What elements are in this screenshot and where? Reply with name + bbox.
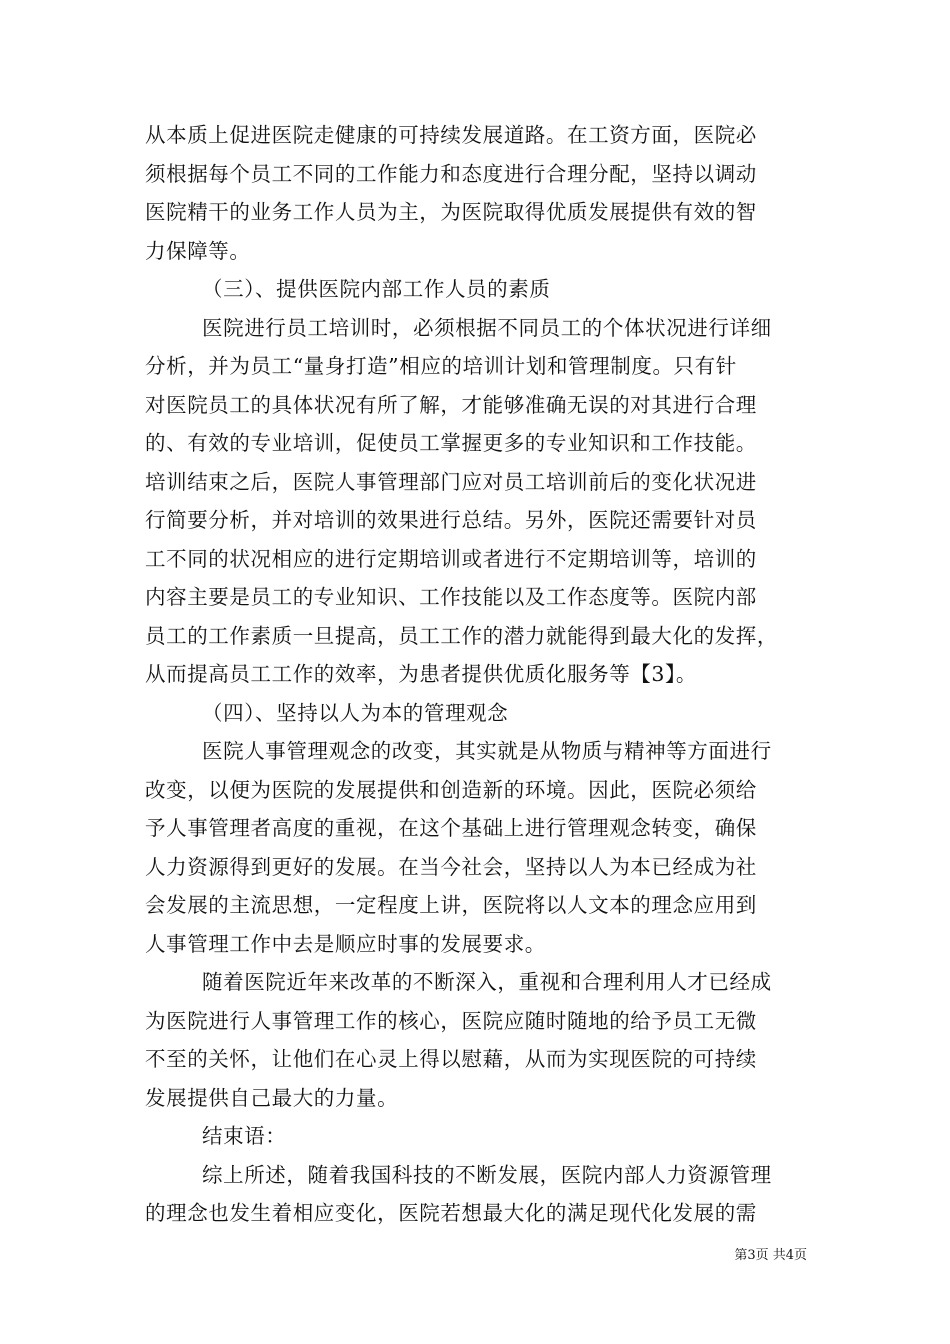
text-line: 的理念也发生着相应变化，医院若想最大化的满足现代化发展的需 <box>145 1201 757 1225</box>
text-line: 分析，并为员工“量身打造”相应的培训计划和管理制度。只有针 <box>145 354 737 378</box>
text-line: 工不同的状况相应的进行定期培训或者进行不定期培训等，培训的 <box>145 546 757 571</box>
text-line: 培训结束之后，医院人事管理部门应对员工培训前后的变化状况进 <box>145 469 757 494</box>
text-line: 予人事管理者高度的重视，在这个基础上进行管理观念转变，确保 <box>145 816 757 840</box>
text-line: 力保障等。 <box>145 238 251 263</box>
document-body <box>145 116 825 1233</box>
text-line: 随着医院近年来改革的不断深入，重视和合理利用人才已经成 <box>202 970 772 994</box>
text-line: 改变，以便为医院的发展提供和创造新的环境。因此，医院必须给 <box>145 777 757 802</box>
text-line: 对医院员工的具体状况有所了解，才能够准确无误的对其进行合理 <box>145 392 757 417</box>
text-line: （四）、坚持以人为本的管理观念 <box>202 700 509 725</box>
text-line: 医院进行员工培训时，必须根据不同员工的个体状况进行详细 <box>202 315 772 340</box>
text-line: 结束语： <box>202 1124 287 1148</box>
page-number: 第3页 共4页 <box>734 1248 807 1263</box>
text-line: 医院人事管理观念的改变，其实就是从物质与精神等方面进行 <box>202 739 772 763</box>
text-line: 从本质上促进医院走健康的可持续发展道路。在工资方面，医院必 <box>145 123 757 147</box>
text-line: 人力资源得到更好的发展。在当今社会，坚持以人为本已经成为社 <box>145 854 757 879</box>
text-line: 为医院进行人事管理工作的核心，医院应随时随地的给予员工无微 <box>145 1008 757 1033</box>
text-line: 员工的工作素质一旦提高，员工工作的潜力就能得到最大化的发挥， <box>145 623 778 648</box>
text-line: 会发展的主流思想，一定程度上讲，医院将以人文本的理念应用到 <box>145 893 757 917</box>
text-line: 医院精干的业务工作人员为主，为医院取得优质发展提供有效的智 <box>145 200 757 224</box>
text-line: 内容主要是员工的专业知识、工作技能以及工作态度等。医院内部 <box>145 585 757 609</box>
text-line: 人事管理工作中去是顺应时事的发展要求。 <box>145 931 546 956</box>
text-line: （三）、提供医院内部工作人员的素质 <box>202 277 551 301</box>
text-line: 须根据每个员工不同的工作能力和态度进行合理分配，坚持以调动 <box>145 161 757 186</box>
text-line: 的、有效的专业培训，促使员工掌握更多的专业知识和工作技能。 <box>145 431 757 455</box>
text-line: 发展提供自己最大的力量。 <box>145 1085 399 1110</box>
text-line: 从而提高员工工作的效率，为患者提供优质化服务等【3】。 <box>145 662 697 686</box>
text-line: 行简要分析，并对培训的效果进行总结。另外，医院还需要针对员 <box>145 508 757 532</box>
text-line: 不至的关怀，让他们在心灵上得以慰藉，从而为实现医院的可持续 <box>145 1047 757 1071</box>
text-line: 综上所述，随着我国科技的不断发展，医院内部人力资源管理 <box>202 1162 772 1187</box>
